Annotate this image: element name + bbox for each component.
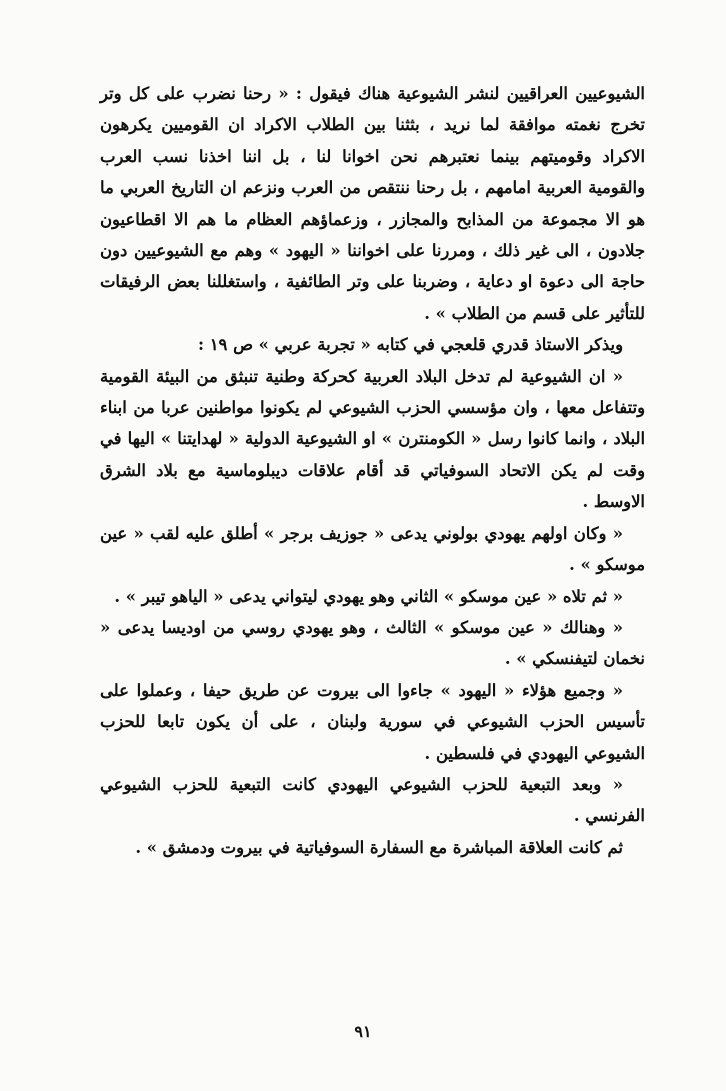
paragraph-party-founding: « وجميع هؤلاء « اليهود » جاءوا الى بيروت عن طريق حيفا ، وعملوا على تأسيس الحزب الشيوعي في سورية ولبنان ، على أن يكون تابعا للحزب الشيوعي اليهودي في فلسطين .	[100, 680, 645, 763]
paragraph-soviet-embassy: ثم كانت العلاقة المباشرة مع السفارة السوفياتية في بيروت ودمشق » .	[135, 837, 623, 857]
paragraph-quote-continuation: الشيوعيين العراقيين لنشر الشيوعية هناك فيقول : « رحنا نضرب على كل وتر تخرج نغمته موافقة لما نريد ، بثثنا بين الطلاب الاكراد ان القوميين يكرهون الاكراد وقوميتهم بينما نعتبرهم نحن اخوانا لنا ، بل اننا اخذنا نسب العرب والقومية العربية امامهم ، بل رحنا ننتقص من العرب ونزعم ان التاريخ العربي ما هو الا مجموعة من المذابح والمجازر ، وزعماؤهم العظام ما هم الا اقطاعيون جلادون ، الى غير ذلك ، ومررنا على اخواننا « اليهود » وهم مع الشيوعيين دون حاجة الى دعوة او دعاية ، وضربنا على وتر الطائفية ، واستغللنا بعض الرفيقات للتأثير على قسم من الطلاب » .	[100, 84, 645, 323]
paragraph-first-agent: « وكان اولهم يهودي بولوني يدعى « جوزيف برجر » أطلق عليه لقب « عين موسكو » .	[100, 523, 645, 575]
paragraph-communism-entry: « ان الشيوعية لم تدخل البلاد العربية كحركة وطنية تنبثق من البيئة القومية وتتفاعل معها ، وان مؤسسي الحزب الشيوعي لم يكونوا مواطنين عربا من ابناء البلاد ، وانما كانوا رسل « الكومنترن » او الشيوعية الدولية « لهدايتنا » اليها في وقت لم يكن الاتحاد السوفياتي قد أقام علاقات ديبلوماسية مع بلاد الشرق الاوسط .	[100, 366, 645, 512]
paragraph-second-agent: « ثم تلاه « عين موسكو » الثاني وهو يهودي ليتواني يدعى « الياهو تيبر » .	[114, 586, 623, 606]
paragraph-french-affiliation: « وبعد التبعية للحزب الشيوعي اليهودي كانت التبعية للحزب الشيوعي الفرنسي .	[100, 774, 645, 826]
paragraph-qalaji-intro: ويذكر الاستاذ قدري قلعجي في كتابه « تجربة عربي » ص ١٩ :	[197, 335, 623, 355]
page-number: ٩١	[354, 1022, 372, 1041]
paragraph-third-agent: « وهنالك « عين موسكو » الثالث ، وهو يهودي روسي من اوديسا يدعى « نخمان لتيفنسكي » .	[100, 617, 645, 669]
page-body-text	[100, 78, 645, 863]
